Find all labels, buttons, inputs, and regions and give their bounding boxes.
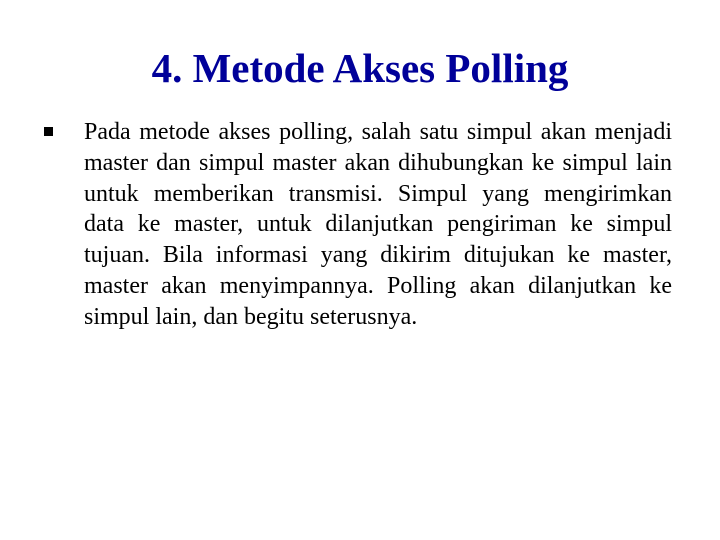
bullet-text: Pada metode akses polling, salah satu simpul akan menjadi master dan simpul master akan dihubungkan ke simpul lain untuk memberikan transmisi. Simpul yang mengirimkan data ke master, untuk dilanjutkan pengiriman ke simpul tujuan. Bila informasi yang dikirim ditujukan ke master, master akan menyimpannya. Polling akan dilanjutkan ke simpul lain, dan begitu seterusnya. (84, 119, 672, 330)
square-bullet-icon (44, 127, 53, 136)
slide-title: 4. Metode Akses Polling (151, 45, 569, 91)
